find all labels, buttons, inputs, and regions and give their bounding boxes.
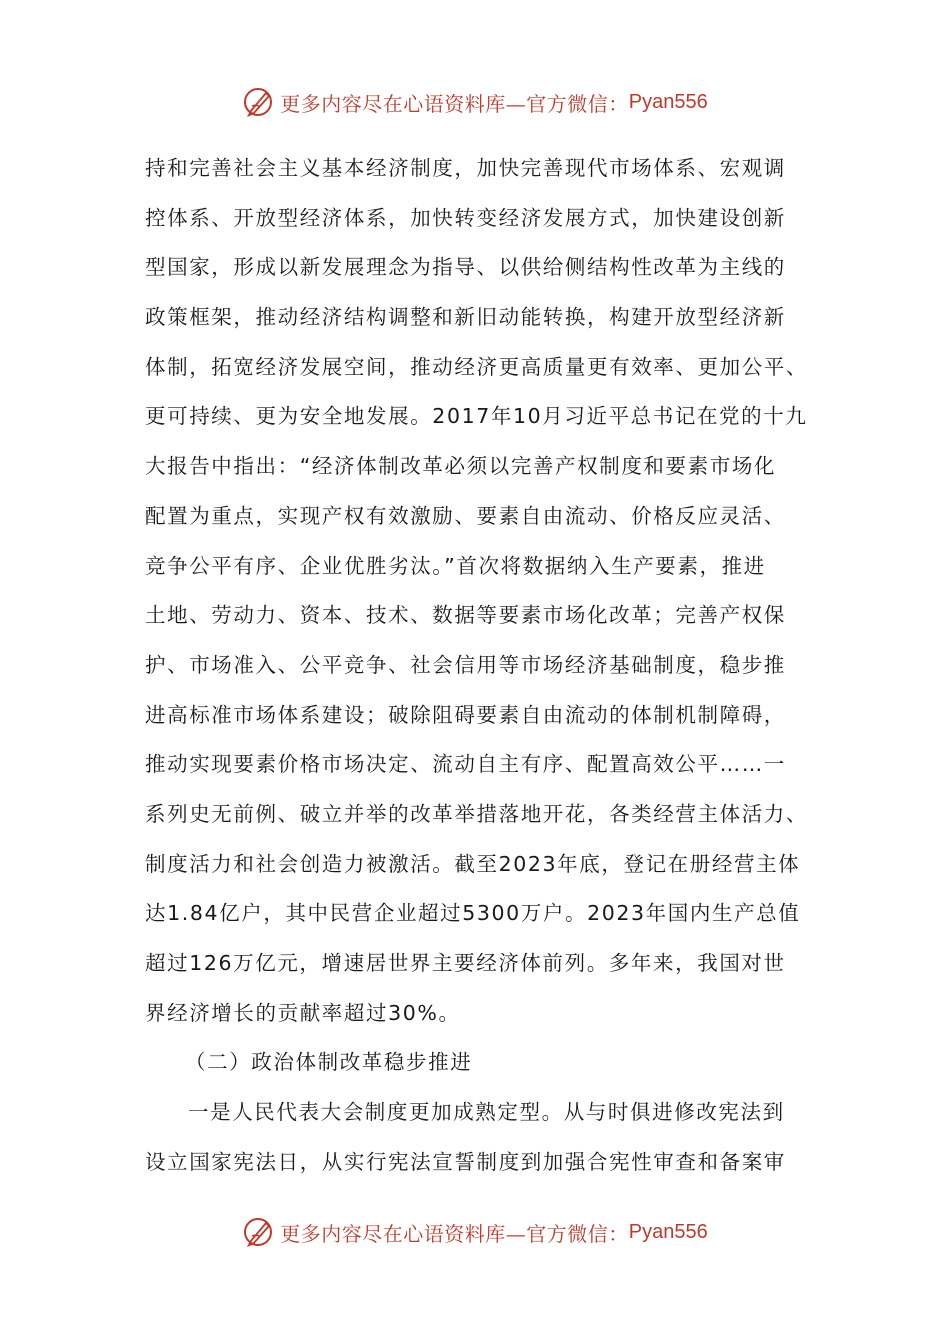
- paragraph-first-line: 一是人民代表大会制度更加成熟定型。从与时俱进修改宪法到: [188, 1100, 785, 1125]
- text-line: 竞争公平有序、企业优胜劣汰。”首次将数据纳入生产要素，推进: [145, 553, 766, 578]
- text-line: 设立国家宪法日，从实行宪法宣誓制度到加强合宪性审查和备案审: [145, 1149, 786, 1174]
- text-line: 推动实现要素价格市场决定、流动自主有序、配置高效公平……一: [145, 752, 786, 777]
- pen-logo-icon: [242, 85, 276, 119]
- text-line: 护、市场准入、公平竞争、社会信用等市场经济基础制度，稳步推: [145, 652, 786, 677]
- pen-logo-icon: [242, 1215, 276, 1249]
- text-line: 持和完善社会主义基本经济制度，加快完善现代市场体系、宏观调: [145, 156, 786, 180]
- header-banner-text: 更多内容尽在心语资料库—官方微信：: [280, 91, 629, 116]
- text-line: 政策框架，推动经济结构调整和新旧动能转换，构建开放型经济新: [145, 305, 786, 330]
- text-line: 体制，拓宽经济发展空间，推动经济更高质量更有效率、更加公平、: [145, 354, 808, 379]
- document-body: [145, 144, 825, 1187]
- text-line: 型国家，形成以新发展理念为指导、以供给侧结构性改革为主线的: [145, 255, 786, 280]
- text-line: 更可持续、更为安全地发展。2017年10月习近平总书记在党的十九: [145, 404, 808, 429]
- text-line: 界经济增长的贡献率超过30%。: [145, 1000, 461, 1025]
- text-line: 进高标准市场体系建设；破除阻碍要素自由流动的体制机制障碍，: [145, 702, 786, 727]
- header-banner-wechat-id: Pyan556: [628, 90, 708, 113]
- footer-banner-wechat-id: Pyan556: [628, 1220, 708, 1243]
- footer-banner-text: 更多内容尽在心语资料库—官方微信：: [280, 1221, 629, 1246]
- section-heading: （二）政治体制改革稳步推进: [185, 1050, 473, 1075]
- text-line: 制度活力和社会创造力被激活。截至2023年底，登记在册经营主体: [145, 851, 801, 876]
- footer-banner: [0, 1212, 950, 1252]
- text-line: 系列史无前例、破立并举的改革举措落地开花，各类经营主体活力、: [145, 801, 808, 826]
- text-line: 配置为重点，实现产权有效激励、要素自由流动、价格反应灵活、: [145, 503, 786, 528]
- text-line: 土地、劳动力、资本、技术、数据等要素市场化改革；完善产权保: [145, 603, 786, 628]
- text-line: 达1.84亿户，其中民营企业超过5300万户。2023年国内生产总值: [145, 901, 801, 926]
- text-line: 控体系、开放型经济体系，加快转变经济发展方式，加快建设创新: [145, 205, 786, 230]
- text-line: 超过126万亿元，增速居世界主要经济体前列。多年来，我国对世: [145, 951, 786, 975]
- header-banner: [0, 82, 950, 122]
- text-line: 大报告中指出：“经济体制改革必须以完善产权制度和要素市场化: [145, 454, 777, 479]
